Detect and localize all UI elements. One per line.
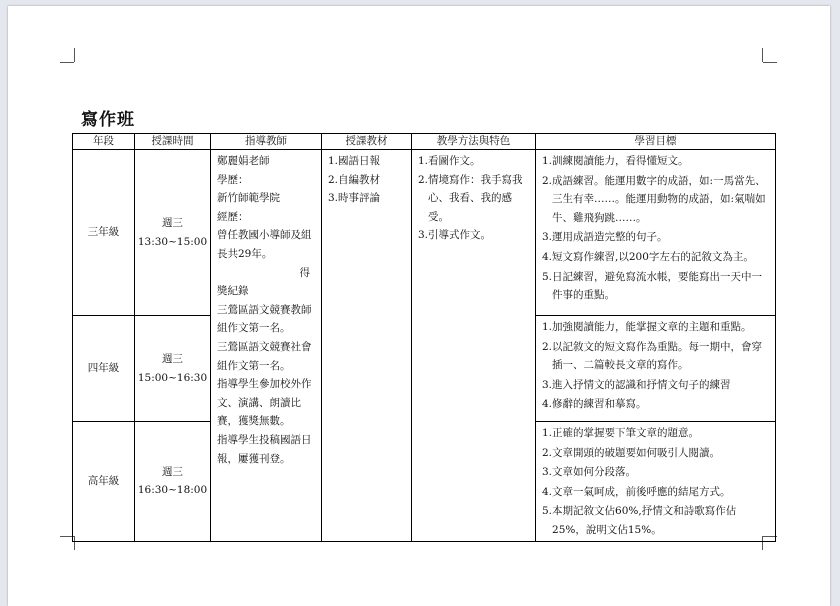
material-text: 國語日報 [338, 155, 381, 167]
teacher-award-4: 指導學生投稿國語日報，屢獲刊登。 [217, 433, 312, 465]
goal-num: 3. [542, 466, 553, 479]
goal-num: 2. [542, 446, 553, 459]
goal-text: 文章一氣呵成，前後呼應的結尾方式。 [552, 485, 731, 498]
table-header-row [73, 134, 776, 150]
header-materials: 授課教材 [322, 134, 412, 150]
goal-item [542, 248, 770, 267]
method-text: 引導式作文。 [428, 229, 492, 242]
method-item [418, 152, 530, 171]
methods-cell [412, 150, 536, 542]
goal-num: 1. [542, 155, 553, 167]
goal-num: 4. [542, 398, 553, 411]
method-item [418, 226, 530, 245]
goal-item [542, 483, 770, 502]
goal-num: 1. [542, 427, 553, 439]
material-num: 3. [328, 192, 339, 205]
goals-cell [536, 150, 776, 316]
goals-cell [536, 316, 776, 422]
goal-num: 1. [542, 321, 553, 333]
header-methods: 教學方法與特色 [412, 134, 536, 150]
material-text: 自編教材 [338, 173, 381, 186]
teacher-award-3: 指導學生參加校外作文、演講、朗讀比賽，獲獎無數。 [217, 378, 312, 428]
teacher-cell [211, 150, 322, 542]
goal-text: 訓練閱讀能力，看得懂短文。 [552, 155, 689, 167]
method-text: 情境寫作：我手寫我心、我看、我的感受。 [428, 173, 523, 223]
teacher-award-1: 三鶯區語文競賽教師組作文第一名。 [217, 303, 312, 335]
time-cell [135, 316, 211, 422]
goal-item [542, 268, 770, 305]
teacher-edu: 新竹師範學院 [217, 192, 280, 205]
goal-item [542, 172, 770, 228]
goal-num: 5. [542, 505, 553, 518]
goal-num: 3. [542, 378, 553, 391]
goals-cell [536, 422, 776, 542]
material-item [328, 152, 406, 171]
document-page [8, 6, 830, 606]
method-text: 看圖作文。 [428, 155, 481, 167]
material-num: 1. [328, 155, 339, 167]
goal-item [542, 228, 770, 247]
goal-item [542, 318, 770, 337]
teacher-exp: 曾任教國小導師及組長共29年。 [217, 229, 312, 260]
grade-cell [73, 150, 135, 316]
teacher-award-2: 三鶯區語文競賽社會組作文第一名。 [217, 340, 312, 372]
goal-text: 文章如何分段落。 [552, 466, 637, 479]
time-cell [135, 422, 211, 542]
goal-text: 以記敘文的短文寫作為重點。每一期中，會穿插一、二篇較長文章的寫作。 [552, 340, 763, 372]
goal-item [542, 338, 770, 375]
material-item [328, 171, 406, 190]
time-label: 13:30~15:00 [137, 235, 208, 248]
goal-num: 2. [542, 340, 553, 353]
teacher-edu-label: 學歷： [217, 173, 249, 186]
goal-num: 3. [542, 231, 553, 244]
method-num: 2. [418, 173, 429, 186]
goal-text: 短文寫作練習,以200字左右的記敘文為主。 [552, 250, 754, 263]
goal-text: 本期記敘文佔60%,抒情文和詩歌寫作佔25%，說明文佔15%。 [552, 505, 737, 536]
grade-label: 四年級 [87, 362, 120, 375]
goal-num: 5. [542, 270, 553, 283]
method-num: 3. [418, 229, 429, 242]
header-goals: 學習目標 [536, 134, 776, 150]
material-item [328, 189, 406, 208]
header-teacher: 指導教師 [211, 134, 322, 150]
time-label: 15:00~16:30 [137, 371, 208, 384]
method-num: 1. [418, 155, 429, 167]
teacher-name: 鄭麗娟老師 [217, 155, 270, 167]
goal-item [542, 424, 770, 443]
time-label: 16:30~18:00 [137, 484, 208, 497]
crop-mark-tl-h [60, 62, 74, 63]
goal-num: 4. [542, 250, 553, 263]
material-num: 2. [328, 173, 339, 186]
header-time: 授課時間 [135, 134, 211, 150]
goal-item [542, 395, 770, 414]
teacher-award-a: 得 [299, 266, 310, 279]
page-title: 寫作班 [81, 110, 135, 130]
goal-text: 文章開頭的破題要如何吸引人閱讀。 [552, 446, 721, 459]
teacher-award-b: 獎紀錄 [217, 285, 249, 298]
day-label: 週三 [162, 465, 183, 478]
goal-text: 成語練習。能運用數字的成語，如:一馬當先、三生有幸……。能運用動物的成語，如:氣喘如牛、雞飛狗跳……。 [552, 174, 766, 224]
crop-mark-tr-v [762, 48, 763, 62]
grade-cell [73, 422, 135, 542]
grade-label: 三年級 [87, 226, 120, 239]
goal-item [542, 444, 770, 463]
goal-num: 4. [542, 485, 553, 498]
material-text: 時事評論 [338, 192, 381, 205]
goal-num: 2. [542, 174, 553, 187]
header-grade: 年段 [73, 134, 135, 150]
goal-text: 日記練習，避免寫流水帳，要能寫出一天中一件事的重點。 [552, 270, 763, 302]
goal-item [542, 502, 770, 539]
goal-text: 加強閱讀能力，能掌握文章的主題和重點。 [552, 321, 752, 333]
crop-mark-tr-h [763, 62, 777, 63]
goal-item [542, 376, 770, 395]
teacher-exp-label: 經歷： [217, 210, 249, 223]
grade-label: 高年級 [87, 474, 120, 487]
schedule-table [72, 133, 776, 542]
crop-mark-tl-v [74, 48, 75, 62]
table-row [73, 150, 776, 316]
time-cell [135, 150, 211, 316]
goal-item [542, 463, 770, 482]
day-label: 週三 [162, 216, 183, 229]
goal-text: 修辭的練習和摹寫。 [552, 398, 647, 411]
day-label: 週三 [162, 352, 183, 365]
goal-item [542, 152, 770, 171]
materials-cell [322, 150, 412, 542]
method-item [418, 171, 530, 227]
goal-text: 進入抒情文的認識和抒情文句子的練習 [552, 378, 731, 391]
goal-text: 運用成語造完整的句子。 [552, 231, 668, 244]
goal-text: 正確的掌握要下筆文章的題意。 [552, 427, 700, 439]
grade-cell [73, 316, 135, 422]
